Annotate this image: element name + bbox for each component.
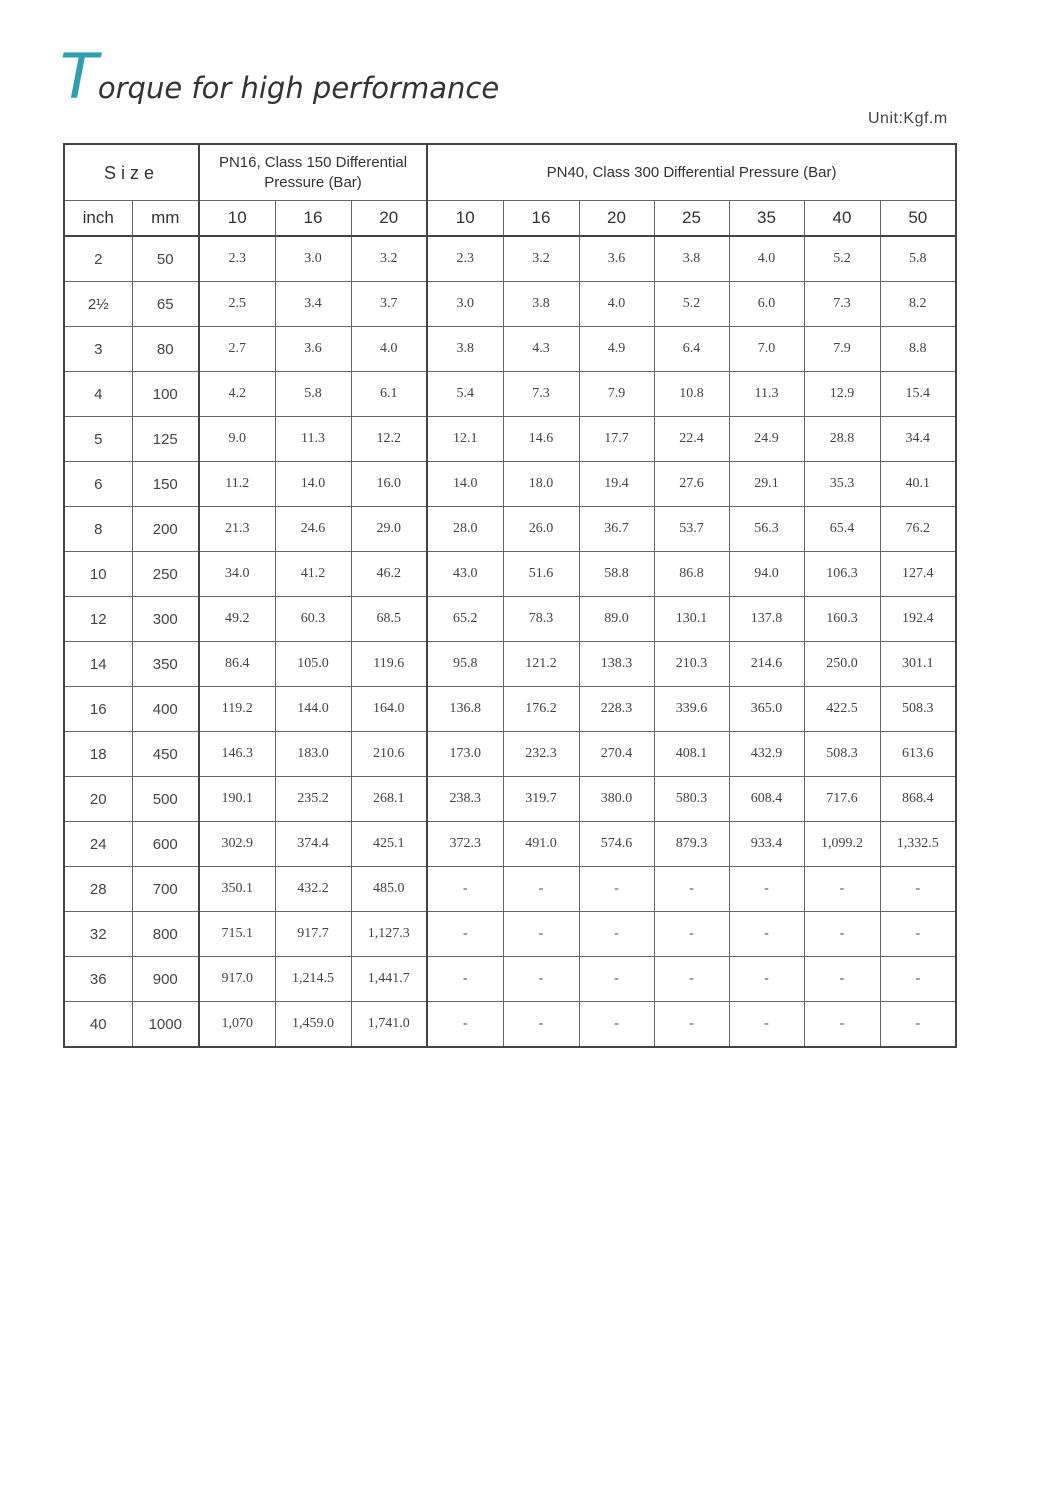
torque-cell: 5.4 (427, 372, 503, 417)
torque-cell: 130.1 (654, 597, 729, 642)
torque-cell: 6.4 (654, 327, 729, 372)
column-header: 40 (804, 201, 880, 237)
torque-cell: - (729, 957, 804, 1002)
torque-cell: 917.0 (199, 957, 275, 1002)
torque-cell: - (880, 867, 956, 912)
torque-cell: 1,070 (199, 1002, 275, 1048)
torque-cell: 12.1 (427, 417, 503, 462)
size-mm-cell: 80 (132, 327, 199, 372)
torque-cell: - (654, 912, 729, 957)
column-header: 10 (199, 201, 275, 237)
torque-cell: 4.0 (579, 282, 654, 327)
torque-cell: 3.0 (275, 236, 351, 282)
size-mm-cell: 300 (132, 597, 199, 642)
torque-cell: 7.3 (804, 282, 880, 327)
torque-cell: 613.6 (880, 732, 956, 777)
torque-cell: 1,127.3 (351, 912, 427, 957)
torque-cell: 210.6 (351, 732, 427, 777)
torque-cell: 173.0 (427, 732, 503, 777)
size-inch-cell: 20 (64, 777, 132, 822)
size-mm-cell: 350 (132, 642, 199, 687)
torque-cell: 60.3 (275, 597, 351, 642)
torque-cell: - (654, 957, 729, 1002)
table-row (64, 867, 956, 912)
torque-cell: 238.3 (427, 777, 503, 822)
size-inch-cell: 32 (64, 912, 132, 957)
torque-cell: 58.8 (579, 552, 654, 597)
torque-cell: 24.6 (275, 507, 351, 552)
table-row (64, 777, 956, 822)
size-inch-cell: 3 (64, 327, 132, 372)
torque-cell: 214.6 (729, 642, 804, 687)
torque-cell: 28.0 (427, 507, 503, 552)
torque-cell: 41.2 (275, 552, 351, 597)
size-mm-cell: 125 (132, 417, 199, 462)
size-header: Size (64, 144, 199, 201)
column-header: 35 (729, 201, 804, 237)
title-rest: orque for high performance (97, 71, 500, 105)
size-mm-cell: 65 (132, 282, 199, 327)
torque-cell: 3.4 (275, 282, 351, 327)
size-inch-cell: 5 (64, 417, 132, 462)
torque-cell: 1,214.5 (275, 957, 351, 1002)
torque-cell: 65.2 (427, 597, 503, 642)
size-mm-cell: 450 (132, 732, 199, 777)
torque-cell: 879.3 (654, 822, 729, 867)
size-mm-cell: 1000 (132, 1002, 199, 1048)
torque-cell: 3.2 (351, 236, 427, 282)
torque-cell: 365.0 (729, 687, 804, 732)
torque-cell: 28.8 (804, 417, 880, 462)
size-inch-cell: 8 (64, 507, 132, 552)
torque-cell: 164.0 (351, 687, 427, 732)
torque-cell: 5.8 (275, 372, 351, 417)
size-inch-cell: 4 (64, 372, 132, 417)
torque-cell: 36.7 (579, 507, 654, 552)
table-row (64, 912, 956, 957)
table-row (64, 1002, 956, 1048)
torque-cell: 11.2 (199, 462, 275, 507)
torque-cell: 235.2 (275, 777, 351, 822)
torque-cell: 119.2 (199, 687, 275, 732)
size-inch-cell: 40 (64, 1002, 132, 1048)
torque-cell: 7.0 (729, 327, 804, 372)
column-header: mm (132, 201, 199, 237)
torque-cell: 19.4 (579, 462, 654, 507)
torque-cell: 3.8 (503, 282, 579, 327)
torque-cell: 432.9 (729, 732, 804, 777)
size-mm-cell: 500 (132, 777, 199, 822)
size-inch-cell: 28 (64, 867, 132, 912)
torque-cell: 933.4 (729, 822, 804, 867)
torque-cell: 4.2 (199, 372, 275, 417)
column-header: 25 (654, 201, 729, 237)
size-inch-cell: 6 (64, 462, 132, 507)
size-mm-cell: 700 (132, 867, 199, 912)
torque-cell: 14.0 (427, 462, 503, 507)
torque-cell: 15.4 (880, 372, 956, 417)
table-row (64, 507, 956, 552)
title-initial: T (60, 40, 96, 113)
torque-cell: - (503, 867, 579, 912)
torque-cell: - (880, 1002, 956, 1048)
torque-cell: 717.6 (804, 777, 880, 822)
size-inch-cell: 24 (64, 822, 132, 867)
torque-cell: 574.6 (579, 822, 654, 867)
torque-cell: 4.0 (351, 327, 427, 372)
torque-cell: 14.6 (503, 417, 579, 462)
torque-cell: 3.7 (351, 282, 427, 327)
torque-cell: 2.7 (199, 327, 275, 372)
size-mm-cell: 250 (132, 552, 199, 597)
table-row (64, 957, 956, 1002)
torque-cell: - (804, 912, 880, 957)
torque-cell: 408.1 (654, 732, 729, 777)
torque-cell: - (579, 867, 654, 912)
torque-cell: - (579, 1002, 654, 1048)
torque-cell: 3.6 (579, 236, 654, 282)
torque-cell: - (729, 1002, 804, 1048)
table-row (64, 687, 956, 732)
torque-cell: 137.8 (729, 597, 804, 642)
page-title (60, 40, 499, 113)
torque-cell: 192.4 (880, 597, 956, 642)
torque-cell: 12.9 (804, 372, 880, 417)
torque-cell: - (880, 912, 956, 957)
torque-cell: 89.0 (579, 597, 654, 642)
torque-cell: 9.0 (199, 417, 275, 462)
torque-cell: 422.5 (804, 687, 880, 732)
torque-cell: 21.3 (199, 507, 275, 552)
torque-cell: 3.2 (503, 236, 579, 282)
torque-cell: 17.7 (579, 417, 654, 462)
size-mm-cell: 50 (132, 236, 199, 282)
unit-label: Unit:Kgf.m (868, 110, 948, 127)
torque-cell: 232.3 (503, 732, 579, 777)
size-inch-cell: 12 (64, 597, 132, 642)
torque-cell: 3.8 (654, 236, 729, 282)
torque-cell: 7.3 (503, 372, 579, 417)
torque-cell: 160.3 (804, 597, 880, 642)
torque-cell: - (579, 912, 654, 957)
torque-table (63, 143, 957, 1048)
torque-cell: 53.7 (654, 507, 729, 552)
table-row (64, 327, 956, 372)
torque-cell: - (880, 957, 956, 1002)
torque-cell: - (427, 912, 503, 957)
torque-cell: 5.2 (804, 236, 880, 282)
torque-cell: 127.4 (880, 552, 956, 597)
column-header: 20 (351, 201, 427, 237)
torque-cell: 29.1 (729, 462, 804, 507)
torque-cell: - (427, 1002, 503, 1048)
torque-cell: 228.3 (579, 687, 654, 732)
torque-cell: 508.3 (804, 732, 880, 777)
torque-cell: 319.7 (503, 777, 579, 822)
torque-cell: 1,459.0 (275, 1002, 351, 1048)
torque-cell: 3.6 (275, 327, 351, 372)
size-inch-cell: 36 (64, 957, 132, 1002)
group1-header: PN16, Class 150 Differential Pressure (Bar) (199, 144, 427, 201)
torque-cell: 119.6 (351, 642, 427, 687)
torque-cell: 3.0 (427, 282, 503, 327)
torque-cell: 49.2 (199, 597, 275, 642)
column-header: 20 (579, 201, 654, 237)
size-inch-cell: 14 (64, 642, 132, 687)
column-header: 16 (503, 201, 579, 237)
size-mm-cell: 200 (132, 507, 199, 552)
torque-cell: 268.1 (351, 777, 427, 822)
torque-cell: 68.5 (351, 597, 427, 642)
torque-cell: 136.8 (427, 687, 503, 732)
torque-cell: - (804, 867, 880, 912)
torque-cell: 302.9 (199, 822, 275, 867)
torque-cell: 14.0 (275, 462, 351, 507)
torque-cell: 86.4 (199, 642, 275, 687)
torque-cell: 34.4 (880, 417, 956, 462)
torque-cell: 2.3 (199, 236, 275, 282)
torque-cell: 190.1 (199, 777, 275, 822)
torque-cell: 6.0 (729, 282, 804, 327)
size-mm-cell: 150 (132, 462, 199, 507)
table-row (64, 822, 956, 867)
torque-cell: 608.4 (729, 777, 804, 822)
torque-cell: 380.0 (579, 777, 654, 822)
torque-cell: 3.8 (427, 327, 503, 372)
table-row (64, 732, 956, 777)
size-inch-cell: 2 (64, 236, 132, 282)
group2-header: PN40, Class 300 Differential Pressure (Bar) (427, 144, 956, 201)
torque-cell: 5.8 (880, 236, 956, 282)
torque-cell: 76.2 (880, 507, 956, 552)
torque-cell: 6.1 (351, 372, 427, 417)
torque-cell: 78.3 (503, 597, 579, 642)
size-mm-cell: 900 (132, 957, 199, 1002)
torque-cell: 350.1 (199, 867, 275, 912)
size-inch-cell: 16 (64, 687, 132, 732)
table-row (64, 597, 956, 642)
torque-cell: 250.0 (804, 642, 880, 687)
torque-cell: - (503, 957, 579, 1002)
torque-cell: - (654, 1002, 729, 1048)
torque-cell: 432.2 (275, 867, 351, 912)
torque-cell: 1,741.0 (351, 1002, 427, 1048)
torque-cell: 374.4 (275, 822, 351, 867)
torque-cell: 43.0 (427, 552, 503, 597)
torque-cell: 51.6 (503, 552, 579, 597)
table-row (64, 462, 956, 507)
torque-cell: 11.3 (729, 372, 804, 417)
torque-cell: 86.8 (654, 552, 729, 597)
torque-cell: - (729, 867, 804, 912)
torque-cell: 29.0 (351, 507, 427, 552)
torque-cell: 35.3 (804, 462, 880, 507)
torque-cell: 8.2 (880, 282, 956, 327)
torque-cell: 121.2 (503, 642, 579, 687)
torque-cell: - (729, 912, 804, 957)
torque-cell: 2.3 (427, 236, 503, 282)
size-mm-cell: 800 (132, 912, 199, 957)
column-header: 16 (275, 201, 351, 237)
torque-cell: 301.1 (880, 642, 956, 687)
torque-cell: 16.0 (351, 462, 427, 507)
column-header: inch (64, 201, 132, 237)
torque-cell: 485.0 (351, 867, 427, 912)
torque-cell: 425.1 (351, 822, 427, 867)
torque-cell: 1,332.5 (880, 822, 956, 867)
table-row (64, 282, 956, 327)
torque-cell: 65.4 (804, 507, 880, 552)
torque-cell: 106.3 (804, 552, 880, 597)
size-mm-cell: 400 (132, 687, 199, 732)
torque-cell: 339.6 (654, 687, 729, 732)
torque-cell: 7.9 (804, 327, 880, 372)
torque-cell: 868.4 (880, 777, 956, 822)
torque-cell: 138.3 (579, 642, 654, 687)
table-row (64, 642, 956, 687)
torque-cell: - (503, 912, 579, 957)
table-row (64, 417, 956, 462)
size-mm-cell: 600 (132, 822, 199, 867)
size-inch-cell: 2½ (64, 282, 132, 327)
torque-cell: 508.3 (880, 687, 956, 732)
torque-cell: - (804, 957, 880, 1002)
torque-cell: 4.3 (503, 327, 579, 372)
torque-cell: 4.9 (579, 327, 654, 372)
torque-cell: 491.0 (503, 822, 579, 867)
torque-cell: 210.3 (654, 642, 729, 687)
torque-cell: - (427, 957, 503, 1002)
torque-cell: 1,099.2 (804, 822, 880, 867)
torque-cell: 40.1 (880, 462, 956, 507)
torque-cell: 144.0 (275, 687, 351, 732)
torque-cell: 18.0 (503, 462, 579, 507)
column-header: 50 (880, 201, 956, 237)
torque-cell: 2.5 (199, 282, 275, 327)
torque-cell: 146.3 (199, 732, 275, 777)
torque-cell: 7.9 (579, 372, 654, 417)
torque-cell: 917.7 (275, 912, 351, 957)
torque-cell: 95.8 (427, 642, 503, 687)
torque-cell: 176.2 (503, 687, 579, 732)
size-mm-cell: 100 (132, 372, 199, 417)
torque-cell: 22.4 (654, 417, 729, 462)
torque-cell: 56.3 (729, 507, 804, 552)
torque-cell: 10.8 (654, 372, 729, 417)
torque-cell: 715.1 (199, 912, 275, 957)
torque-cell: 46.2 (351, 552, 427, 597)
torque-cell: 270.4 (579, 732, 654, 777)
torque-cell: 12.2 (351, 417, 427, 462)
torque-cell: 580.3 (654, 777, 729, 822)
size-inch-cell: 18 (64, 732, 132, 777)
column-header: 10 (427, 201, 503, 237)
size-inch-cell: 10 (64, 552, 132, 597)
torque-cell: 105.0 (275, 642, 351, 687)
torque-cell: 27.6 (654, 462, 729, 507)
table-row (64, 236, 956, 282)
torque-cell: 372.3 (427, 822, 503, 867)
torque-cell: 11.3 (275, 417, 351, 462)
torque-cell: 5.2 (654, 282, 729, 327)
torque-cell: - (427, 867, 503, 912)
torque-cell: 34.0 (199, 552, 275, 597)
torque-cell: 94.0 (729, 552, 804, 597)
torque-cell: 26.0 (503, 507, 579, 552)
torque-cell: 183.0 (275, 732, 351, 777)
table-row (64, 552, 956, 597)
torque-cell: 4.0 (729, 236, 804, 282)
torque-cell: 1,441.7 (351, 957, 427, 1002)
torque-cell: - (804, 1002, 880, 1048)
torque-cell: - (503, 1002, 579, 1048)
table-row (64, 372, 956, 417)
torque-cell: 8.8 (880, 327, 956, 372)
torque-cell: - (579, 957, 654, 1002)
torque-cell: 24.9 (729, 417, 804, 462)
torque-cell: - (654, 867, 729, 912)
